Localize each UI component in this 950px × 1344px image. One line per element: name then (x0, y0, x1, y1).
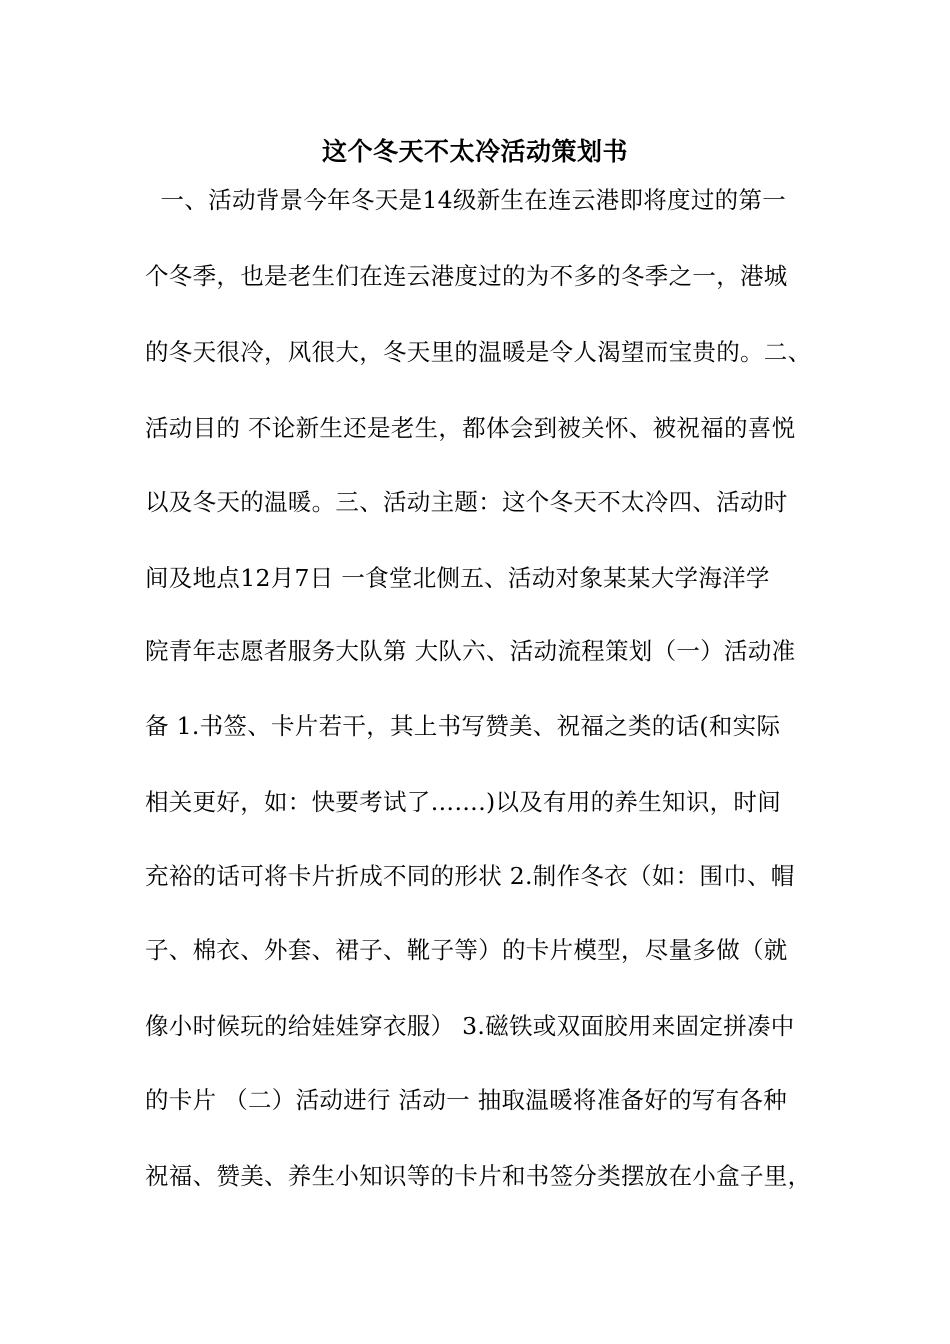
body-line: 一、活动背景今年冬天是14级新生在连云港即将度过的第一 (145, 186, 787, 214)
body-line: 个冬季，也是老生们在连云港度过的为不多的冬季之一，港城 (145, 262, 788, 290)
body-line: 院青年志愿者服务大队第 大队六、活动流程策划（一）活动准 (145, 637, 796, 665)
body-line: 的冬天很冷，风很大，冬天里的温暖是令人渴望而宝贵的。二、 (145, 338, 812, 366)
body-line: 备 1.书签、卡片若干，其上书写赞美、祝福之类的话(和实际 (145, 712, 781, 740)
body-line: 的卡片 （二）活动进行 活动一 抽取温暖将准备好的写有各种 (145, 1086, 788, 1114)
body-line: 像小时候玩的给娃娃穿衣服） 3.磁铁或双面胶用来固定拼凑中 (145, 1012, 795, 1040)
body-line: 子、棉衣、外套、裙子、靴子等）的卡片模型，尽量多做（就 (145, 936, 788, 964)
document-title: 这个冬天不太冷活动策划书 (321, 137, 628, 166)
body-line: 间及地点12月7日 一食堂北侧五、活动对象某某大学海洋学 (145, 564, 770, 592)
body-line: 相关更好，如：快要考试了…….)以及有用的养生知识，时间 (145, 788, 782, 816)
body-line: 祝福、赞美、养生小知识等的卡片和书签分类摆放在小盒子里， (145, 1162, 812, 1190)
body-line: 以及冬天的温暖。三、活动主题：这个冬天不太冷四、活动时 (145, 488, 788, 516)
body-line: 活动目的 不论新生还是老生，都体会到被关怀、被祝福的喜悦 (145, 414, 796, 442)
body-line: 充裕的话可将卡片折成不同的形状 2.制作冬衣（如：围巾、帽 (145, 862, 795, 890)
